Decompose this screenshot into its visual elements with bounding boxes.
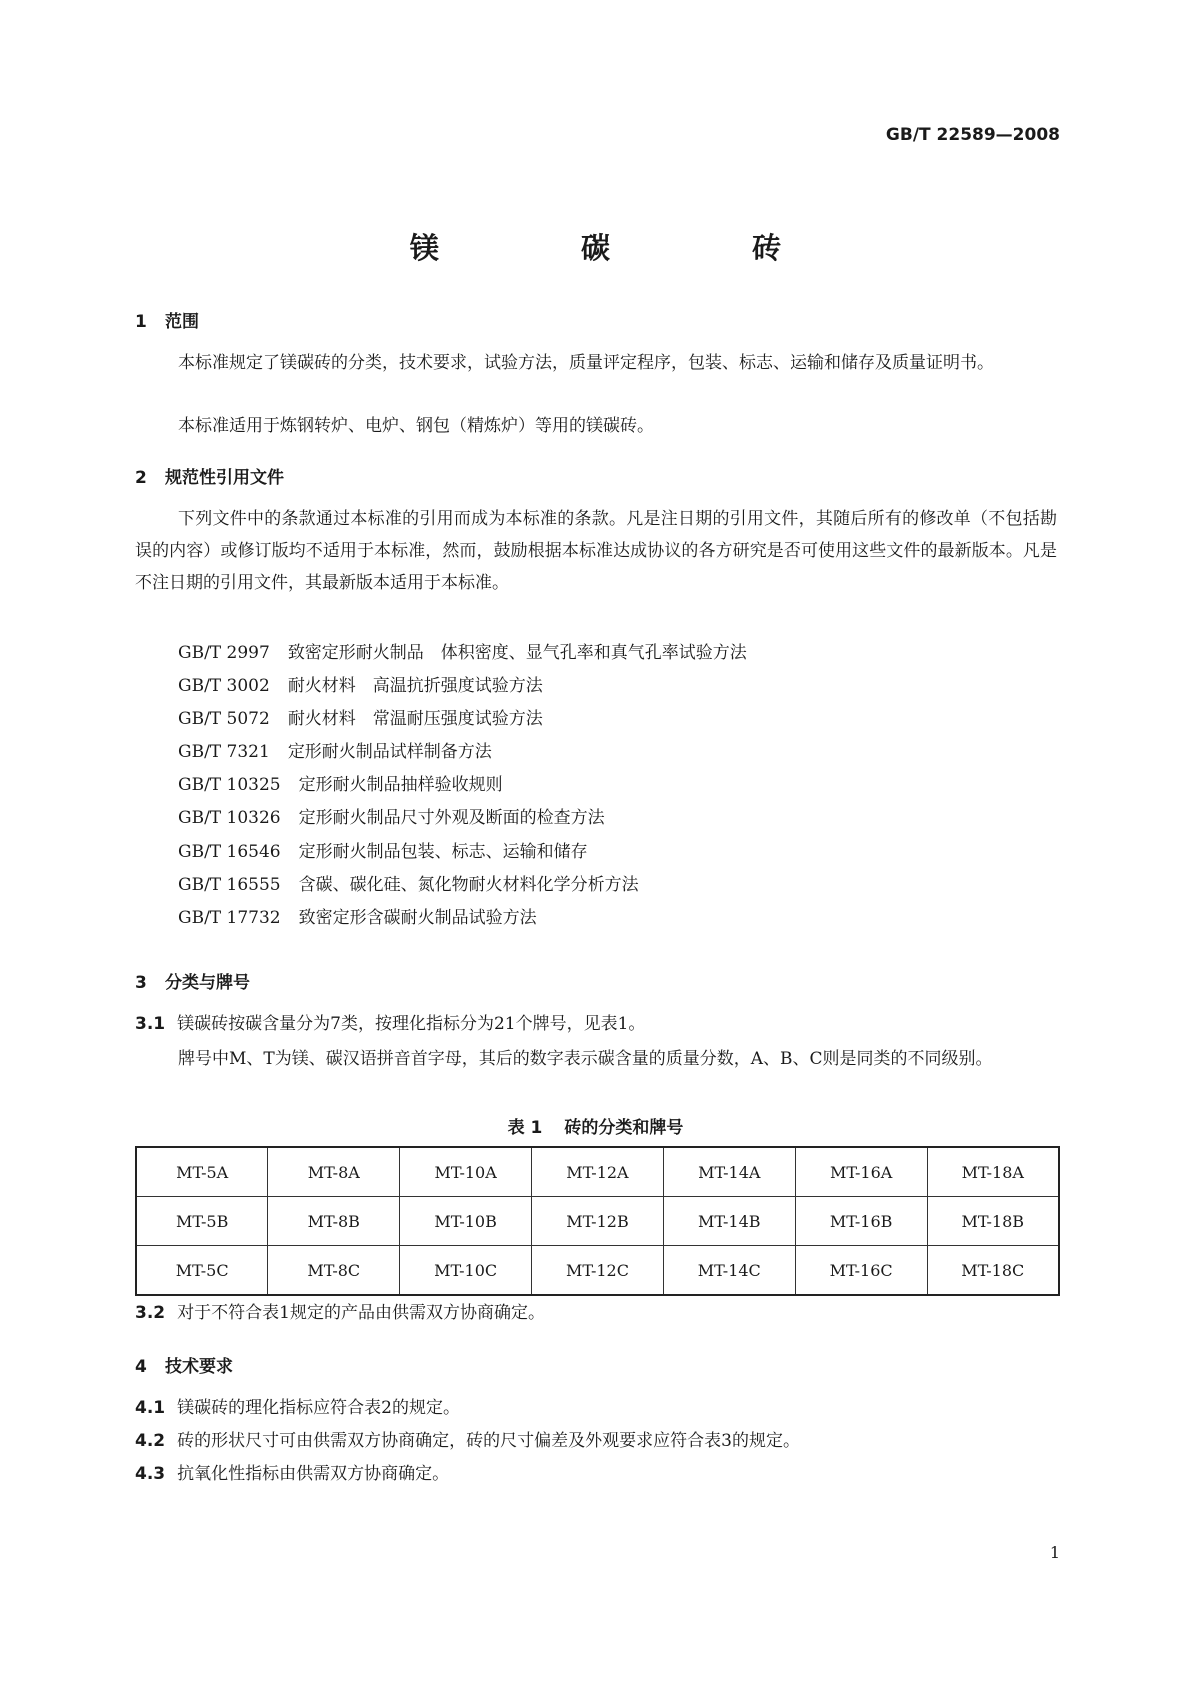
table-cell: MT-18A — [927, 1147, 1059, 1197]
clause-text: 对于不符合表1规定的产品由供需双方协商确定。 — [177, 1303, 545, 1323]
table-cell: MT-5C — [136, 1246, 268, 1296]
table-cell: MT-16B — [795, 1197, 927, 1246]
clause-number: 4.3 — [135, 1464, 166, 1484]
table-cell: MT-8B — [268, 1197, 400, 1246]
section-3-heading — [135, 968, 250, 993]
clause-4-1 — [135, 1392, 1057, 1424]
section-title: 范围 — [165, 312, 199, 332]
table-cell: MT-10B — [400, 1197, 532, 1246]
clause-number: 3.1 — [135, 1014, 166, 1034]
section-number: 1 — [135, 312, 147, 332]
section-4-heading — [135, 1352, 233, 1377]
reference-item — [178, 902, 747, 935]
section-2-heading — [135, 463, 284, 488]
section-title: 分类与牌号 — [165, 973, 250, 993]
clause-text: 抗氧化性指标由供需双方协商确定。 — [177, 1464, 450, 1484]
table-cell: MT-12B — [532, 1197, 664, 1246]
table-cell: MT-10A — [400, 1147, 532, 1197]
table-title: 砖的分类和牌号 — [564, 1118, 684, 1138]
table-cell: MT-14A — [663, 1147, 795, 1197]
section-2-paragraph: 下列文件中的条款通过本标准的引用而成为本标准的条款。凡是注日期的引用文件，其随后所有的修改单（不包括勘误的内容）或修订版均不适用于本标准，然而，鼓励根据本标准达成协议的各方研究是否可使用这些文件的最新版本。凡是不注日期的引用文件，其最新版本适用于本标准。 — [135, 509, 1057, 593]
section-1-paragraph-2: 本标准适用于炼钢转炉、电炉、钢包（精炼炉）等用的镁碳砖。 — [178, 416, 654, 436]
reference-item — [178, 637, 747, 670]
section-number: 2 — [135, 468, 147, 488]
reference-item — [178, 802, 747, 835]
document-title: 镁 碳 砖 — [409, 231, 848, 265]
reference-item — [178, 736, 747, 769]
table-cell: MT-14B — [663, 1197, 795, 1246]
table-cell: MT-16C — [795, 1246, 927, 1296]
table-cell: MT-10C — [400, 1246, 532, 1296]
reference-code: GB/T 5072 — [178, 709, 270, 730]
reference-title: 致密定形含碳耐火制品试验方法 — [298, 907, 537, 928]
table-cell: MT-5A — [136, 1147, 268, 1197]
clause-4-2 — [135, 1425, 1057, 1457]
table-cell: MT-12A — [532, 1147, 664, 1197]
clause-3-2 — [135, 1297, 1057, 1329]
table-1-caption — [0, 1113, 1191, 1138]
section-number: 3 — [135, 973, 147, 993]
reference-title: 耐火材料 常温耐压强度试验方法 — [287, 709, 543, 730]
reference-item — [178, 869, 747, 902]
reference-title: 致密定形耐火制品 体积密度、显气孔率和真气孔率试验方法 — [287, 643, 747, 663]
clause-3-1-paragraph-2: 牌号中M、T为镁、碳汉语拼音首字母，其后的数字表示碳含量的质量分数，A、B、C则是同类的不同级别。 — [178, 1049, 993, 1069]
reference-title: 定形耐火制品抽样验收规则 — [298, 775, 503, 796]
reference-title: 定形耐火制品试样制备方法 — [287, 742, 492, 763]
reference-code: GB/T 17732 — [178, 907, 281, 928]
table-cell: MT-18B — [927, 1197, 1059, 1246]
clause-text: 镁碳砖按碳含量分为7类，按理化指标分为21个牌号，见表1。 — [177, 1014, 646, 1034]
reference-item — [178, 769, 747, 802]
section-1-paragraph-1: 本标准规定了镁碳砖的分类，技术要求，试验方法，质量评定程序，包装、标志、运输和储存及质量证明书。 — [178, 353, 994, 373]
standard-number: GB/T 22589—2008 — [885, 125, 1060, 145]
table-row — [136, 1197, 1059, 1246]
section-number: 4 — [135, 1357, 147, 1377]
reference-title: 耐火材料 高温抗折强度试验方法 — [287, 676, 543, 697]
reference-item — [178, 670, 747, 703]
reference-title: 定形耐火制品包装、标志、运输和储存 — [298, 841, 588, 862]
reference-title: 含碳、碳化硅、氮化物耐火材料化学分析方法 — [298, 874, 639, 895]
reference-code: GB/T 3002 — [178, 676, 270, 697]
table-cell: MT-14C — [663, 1246, 795, 1296]
clause-number: 4.2 — [135, 1431, 166, 1451]
reference-title: 定形耐火制品尺寸外观及断面的检查方法 — [298, 808, 605, 829]
table-cell: MT-5B — [136, 1197, 268, 1246]
grade-table — [135, 1146, 1060, 1296]
section-1-heading — [135, 307, 199, 332]
reference-code: GB/T 16555 — [178, 874, 281, 895]
reference-code: GB/T 10325 — [178, 775, 281, 796]
section-title: 规范性引用文件 — [165, 468, 284, 488]
page-number: 1 — [1049, 1543, 1060, 1562]
table-cell: MT-18C — [927, 1246, 1059, 1296]
clause-3-1 — [135, 1008, 1057, 1040]
table-row — [136, 1147, 1059, 1197]
table-cell: MT-8A — [268, 1147, 400, 1197]
reference-code: GB/T 7321 — [178, 742, 270, 763]
reference-code: GB/T 16546 — [178, 841, 281, 862]
reference-code: GB/T 10326 — [178, 808, 281, 829]
clause-number: 4.1 — [135, 1398, 166, 1418]
table-row — [136, 1246, 1059, 1296]
reference-code: GB/T 2997 — [178, 643, 270, 663]
clause-4-3 — [135, 1458, 1057, 1490]
clause-text: 砖的形状尺寸可由供需双方协商确定，砖的尺寸偏差及外观要求应符合表3的规定。 — [177, 1431, 800, 1451]
table-cell: MT-16A — [795, 1147, 927, 1197]
reference-item — [178, 836, 747, 869]
table-number: 表 1 — [507, 1118, 543, 1138]
table-cell: MT-12C — [532, 1246, 664, 1296]
clause-text: 镁碳砖的理化指标应符合表2的规定。 — [177, 1398, 460, 1418]
normative-reference-list — [178, 637, 747, 935]
clause-number: 3.2 — [135, 1303, 166, 1323]
table-cell: MT-8C — [268, 1246, 400, 1296]
reference-item — [178, 703, 747, 736]
section-title: 技术要求 — [165, 1357, 233, 1377]
